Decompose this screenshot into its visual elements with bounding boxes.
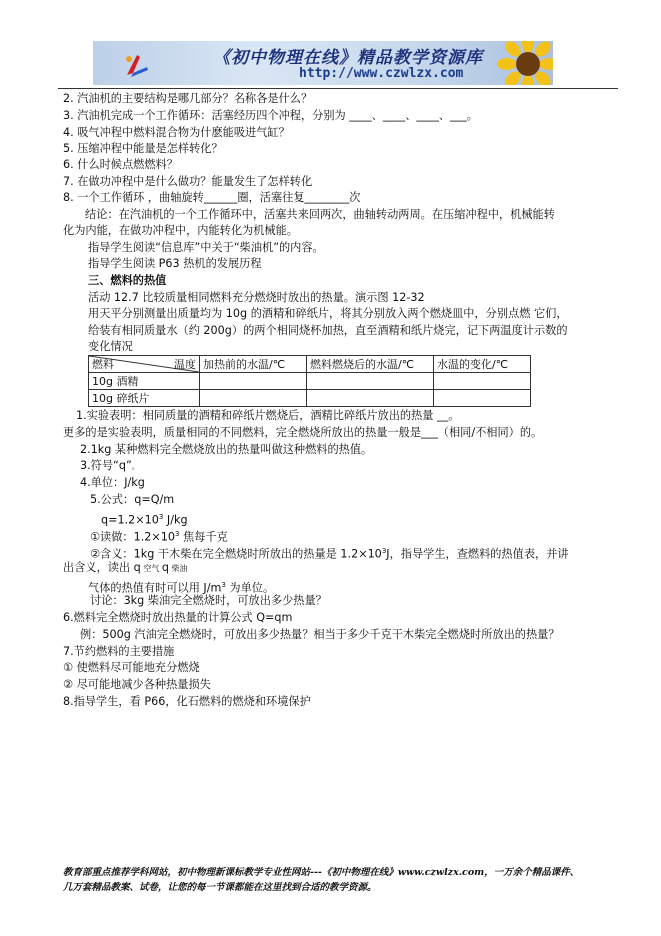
table-cell xyxy=(434,373,531,390)
meaning-sup: 3 xyxy=(381,547,387,555)
banner-title: 《初中物理在线》精品教学资源库 xyxy=(213,48,483,68)
formula-unit: J/kg xyxy=(163,513,188,527)
header-banner xyxy=(93,41,553,85)
gas-text: 气体的热值有时可以用 J/m xyxy=(88,581,222,595)
gas-text-2: 为单位。 xyxy=(225,581,275,595)
result-4: 4.单位：J/kg xyxy=(80,476,145,489)
question-8: 8. 一个工作循环 ，曲轴旋转______圈，活塞往复________次 xyxy=(63,191,361,204)
formula-text: q=1.2×10 xyxy=(101,513,159,527)
q-symbol: q xyxy=(161,561,169,574)
guide-line-2: 指导学生阅读 P63 热机的发展历程 xyxy=(88,257,262,270)
question-6: 6. 什么时候点燃燃料？ xyxy=(63,158,178,171)
footer-line-1: 教育部重点推荐学科网站，初中物理新课标教学专业性网站---《初中物理在线》www.czwlzx.com，一万余个精品课件、 xyxy=(63,867,580,878)
air-subscript: 空气 xyxy=(140,564,162,573)
read-unit: 焦每千克 xyxy=(179,530,228,544)
row-label: 10g 酒精 xyxy=(89,373,200,390)
footer-line-2: 几万套精品教案、试卷，让您的每一节课都能在这里找到合适的教学资源。 xyxy=(63,882,377,893)
banner-url[interactable]: http://www.czwlzx.com xyxy=(299,66,464,81)
measure-1: ① 使燃料尽可能地充分燃烧 xyxy=(63,661,200,674)
sunflower-icon xyxy=(497,41,553,85)
measure-2: ② 尽可能地减少各种热量损失 xyxy=(63,678,211,691)
section-heading: 三、燃料的热值 xyxy=(88,274,167,287)
question-5: 5. 压缩冲程中能量是怎样转化？ xyxy=(63,142,223,155)
row-label: 10g 碎纸片 xyxy=(89,390,200,407)
method-line-2: 给装有相同质量水（约 200g）的两个相同烧杯加热，直至酒精和纸片烧完，记下两温度计示数的 xyxy=(88,324,568,337)
result-2: 2.1kg 某种燃料完全燃烧放出的热量叫做这种燃料的热值。 xyxy=(80,443,373,456)
table-header: 加热前的水温/℃ xyxy=(200,356,307,373)
method-line-3: 变化情况 xyxy=(88,340,133,353)
table-row xyxy=(89,373,531,390)
meaning-text-2: J，指导学生，查燃料的热值表，并讲 xyxy=(386,547,569,561)
question-2: 2. 汽油机的主要结构是哪几部分？名称各是什么？ xyxy=(63,92,313,105)
table-row xyxy=(89,390,531,407)
table-header: 水温的变化/℃ xyxy=(434,356,531,373)
table-header-row xyxy=(89,356,531,373)
experiment-table xyxy=(88,355,531,407)
table-header: 燃料燃烧后的水温/℃ xyxy=(307,356,434,373)
question-7: 7. 在做功冲程中是什么做功？能量发生了怎样转化 xyxy=(63,175,313,188)
result-6: 6.燃料完全燃烧时放出热量的计算公式 Q=qm xyxy=(63,611,293,624)
meaning-line-2 xyxy=(63,560,188,577)
corner-label-fuel: 燃料 xyxy=(92,358,114,371)
symbol-label: 3.符号“q” xyxy=(80,459,132,472)
table-cell xyxy=(307,390,434,407)
result-1b: 更多的是实验表明，质量相同的不同燃料，完全燃烧所放出的热量一般是___（相同/不相同）的。 xyxy=(63,426,543,439)
table-cell xyxy=(434,390,531,407)
guide-line-1: 指导学生阅读“信息库”中关于“柴油机”的内容。 xyxy=(88,241,324,254)
header-rule xyxy=(58,88,618,89)
meaning-text-3: 出含义，读出 q xyxy=(63,561,141,574)
gas-sup: 3 xyxy=(221,581,226,589)
read-text: ①读做：1.2×10 xyxy=(90,530,175,544)
table-cell xyxy=(200,390,307,407)
result-5: 5.公式：q=Q/m xyxy=(90,493,175,506)
result-7: 7.节约燃料的主要措施 xyxy=(63,645,175,658)
method-line-1: 用天平分别测量出质量均为 10g 的酒精和碎纸片，将其分别放入两个燃烧皿中，分别点燃 它们， xyxy=(88,307,568,320)
formula-sup: 3 xyxy=(158,513,164,521)
conclusion-line-1: 结论：在汽油机的一个工作循环中，活塞共来回两次，曲轴转动两周。在压缩冲程中，机械能转 xyxy=(85,208,555,221)
question-4: 4. 吸气冲程中燃料混合物为什麽能吸进气缸？ xyxy=(63,126,290,139)
corner-label-temp: 温度 xyxy=(174,358,196,371)
logo-icon xyxy=(121,51,151,79)
symbol-period: 。 xyxy=(131,462,140,471)
discussion: 讨论：3kg 柴油完全燃烧时，可放出多少热量？ xyxy=(90,594,327,607)
read-sup: 3 xyxy=(175,530,180,538)
table-cell xyxy=(307,373,434,390)
result-1: 1.实验表明：相同质量的酒精和碎纸片燃烧后，酒精比碎纸片放出的热量 __。 xyxy=(76,409,460,422)
table-cell xyxy=(200,373,307,390)
example: 例：500g 汽油完全燃烧时，可放出多少热量？相当于多少千克干木柴完全燃烧时所放出的热量？ xyxy=(80,628,560,641)
question-3: 3. 汽油机完成一个工作循环：活塞经历四个冲程，分别为 ____、____、____、___。 xyxy=(63,109,478,122)
meaning-text: ②含义：1kg 干木柴在完全燃烧时所放出的热量是 1.2×10 xyxy=(90,547,382,561)
result-8: 8.指导学生，看 P66，化石燃料的燃烧和环境保护 xyxy=(63,695,311,708)
corner-cell xyxy=(89,356,200,373)
diesel-subscript: 柴油 xyxy=(169,564,188,573)
result-3 xyxy=(80,458,140,475)
activity-line: 活动 12.7 比较质量相同燃料充分燃烧时放出的热量。演示图 12-32 xyxy=(88,291,425,304)
conclusion-line-2: 化为内能，在做功冲程中，内能转化为机械能。 xyxy=(63,224,298,237)
